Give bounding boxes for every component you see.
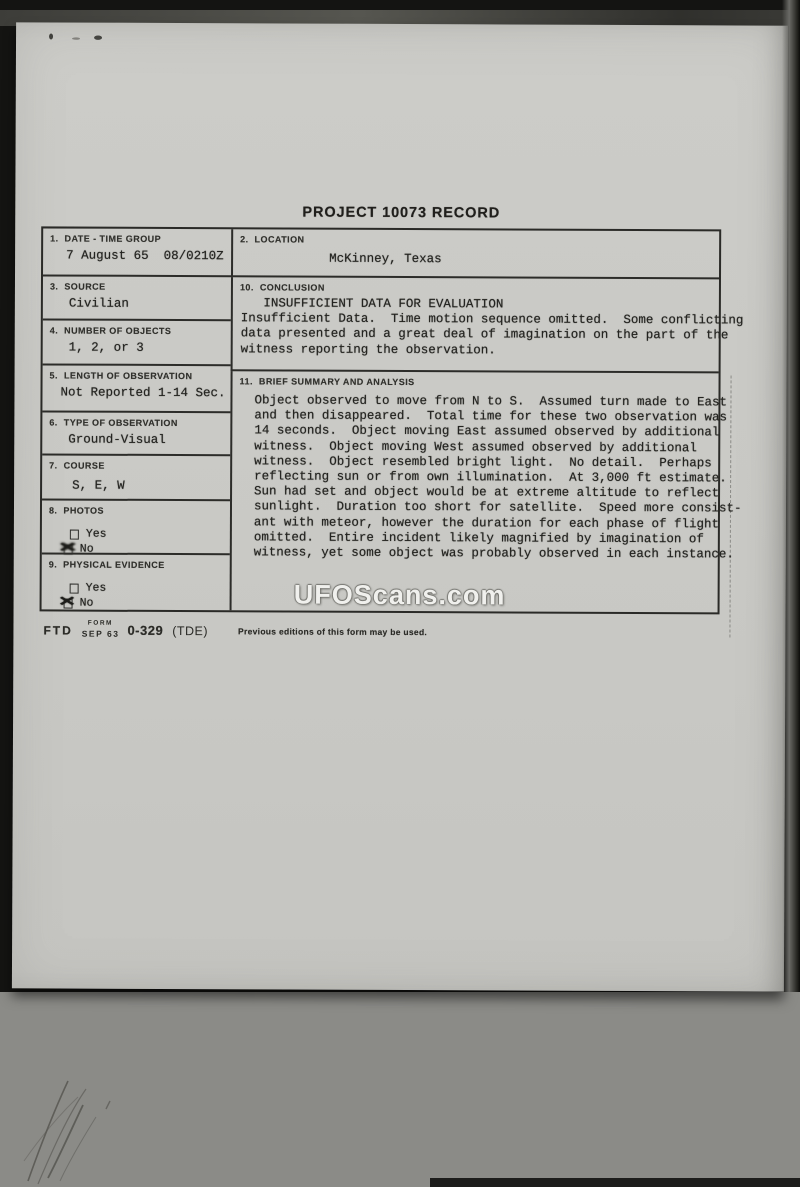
field-label: 5. LENGTH OF OBSERVATION bbox=[49, 370, 193, 382]
physical-evidence-no-option: ✕ No bbox=[64, 596, 230, 612]
form-date: SEP 63 bbox=[81, 628, 120, 639]
field-label: 8. PHOTOS bbox=[48, 505, 104, 516]
field-label: 10. CONCLUSION bbox=[239, 282, 325, 293]
field-label: 7. COURSE bbox=[49, 460, 105, 471]
field-source bbox=[43, 276, 231, 321]
document-paper bbox=[12, 22, 788, 991]
field-label: 4. NUMBER OF OBJECTS bbox=[49, 325, 172, 337]
field-photos bbox=[42, 500, 230, 555]
scratch-marks bbox=[10, 1065, 210, 1187]
photos-no-option: ✕ No bbox=[64, 542, 230, 558]
field-label: 3. SOURCE bbox=[49, 281, 106, 292]
field-label: 9. PHYSICAL EVIDENCE bbox=[48, 559, 165, 570]
form-suffix: (TDE) bbox=[172, 624, 209, 639]
field-label: 11. BRIEF SUMMARY AND ANALYSIS bbox=[239, 376, 415, 388]
field-brief-summary bbox=[230, 371, 742, 612]
field-type-of-observation bbox=[42, 412, 230, 456]
physical-evidence-yes-option: Yes bbox=[70, 581, 230, 597]
field-value: Not Reported 1-14 Sec. bbox=[60, 385, 226, 401]
conclusion-text: INSUFFICIENT DATA FOR EVALUATION Insufficient Data. Time motion sequence omitted. Some conflicting data presented and a great deal of imagination on the part of the witness reporting the observation. bbox=[240, 296, 744, 358]
field-label: 1. DATE - TIME GROUP bbox=[50, 233, 162, 244]
field-label: 6. TYPE OF OBSERVATION bbox=[49, 417, 178, 429]
scan-right-edge bbox=[782, 0, 800, 992]
field-location bbox=[231, 229, 719, 279]
form-word: FORM bbox=[87, 619, 113, 627]
field-value: S, E, W bbox=[72, 478, 125, 493]
ink-mark bbox=[46, 30, 118, 44]
watermark: UFOScans.com bbox=[293, 579, 506, 611]
form-number: 0-329 bbox=[127, 622, 164, 638]
checkbox-checked-icon bbox=[64, 544, 73, 554]
form-footer bbox=[43, 620, 427, 639]
summary-text: Object observed to move from N to S. Assumed turn made to East and then disappeared. Total time for these two observation was 14 seconds. Object moving East assumed observed by additional witness. Object moving West assumed observed by additional witness. Object resembled bright light. No detail. Perhaps reflecting sun or from own illumination. At 3,000 ft estimate. Sun had set and object would be at extreme altitude to reflect sunlight. Duration too short for satellite. Speed more consist- ant with meteor, however the duration for each phase of flight omitted. Entire incident likely magnified by imagination of witness, yet some object was probably observed in each instance. bbox=[253, 393, 742, 562]
form-agency: FTD bbox=[43, 623, 73, 638]
field-value: 7 August 65 08/0210Z bbox=[66, 248, 224, 264]
checkbox-unchecked-icon bbox=[70, 529, 79, 539]
document-title: PROJECT 10073 RECORD bbox=[302, 204, 501, 222]
photos-yes-option: Yes bbox=[70, 527, 230, 543]
field-value: 1, 2, or 3 bbox=[68, 340, 144, 355]
field-number-of-objects bbox=[43, 320, 231, 366]
field-course bbox=[42, 455, 230, 501]
field-label: 2. LOCATION bbox=[240, 234, 305, 245]
field-value: Ground-Visual bbox=[68, 432, 166, 447]
form-note: Previous editions of this form may be used. bbox=[238, 626, 428, 638]
field-conclusion bbox=[231, 277, 744, 373]
field-length-of-observation bbox=[42, 365, 230, 413]
form-stack bbox=[82, 621, 120, 638]
scan-bottom-edge-line bbox=[430, 1178, 800, 1187]
field-date-time-group bbox=[43, 228, 231, 277]
field-value: McKinney, Texas bbox=[329, 251, 442, 267]
record-table bbox=[40, 226, 744, 614]
photos-options bbox=[42, 526, 230, 557]
field-value: Civilian bbox=[68, 296, 129, 311]
